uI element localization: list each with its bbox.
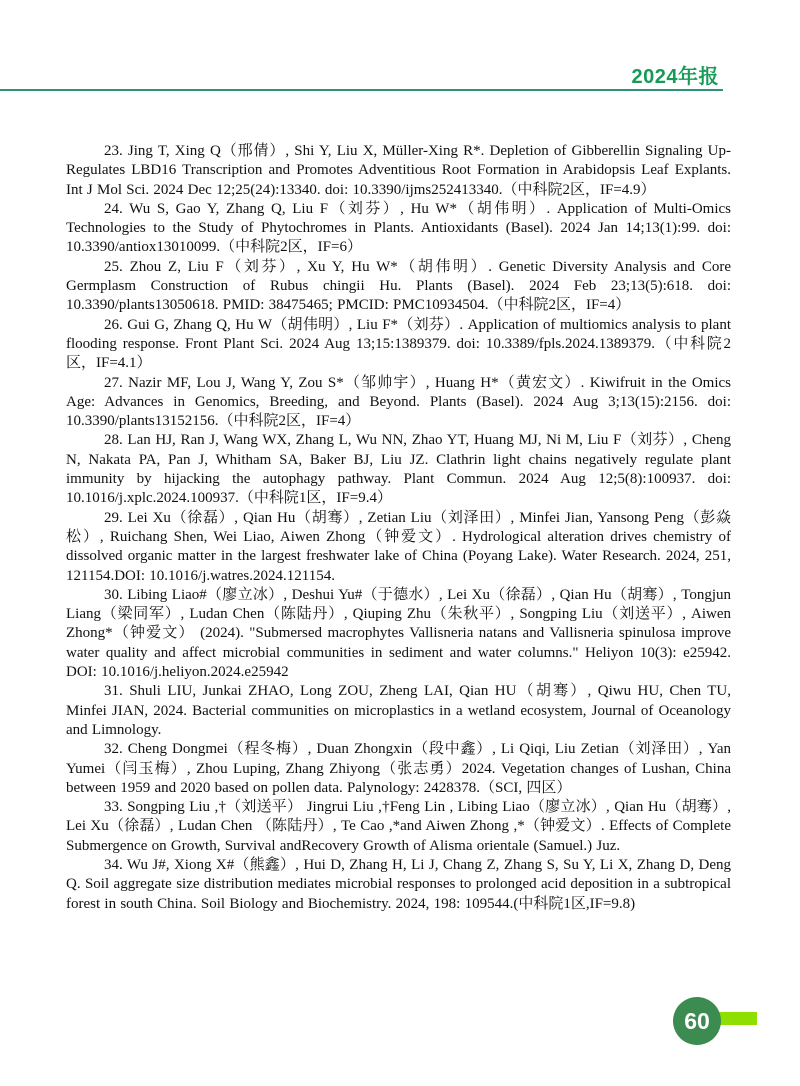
publication-entry-23: 23. Jing T, Xing Q（邢倩）, Shi Y, Liu X, Müller-Xing R*. Depletion of Gibberellin Signaling Up-Regulates LBD16 Transcription and Promotes Adventitious Root Formation in Arabidopsis Leaf Explants. Int J Mol Sci. 2024 Dec 12;25(24):13340. doi: 10.3390/ijms252413340.（中科院2区，IF=4.9）: [66, 143, 731, 198]
publication-entry-28: 28. Lan HJ, Ran J, Wang WX, Zhang L, Wu NN, Zhao YT, Huang MJ, Ni M, Liu F（刘芬）, Cheng N, Nakata PA, Pan J, Whitham SA, Baker BJ, Liu JZ. Clathrin light chains negatively regulate plant immunity by hijacking the autophagy pathway. Plant Commun. 2024 Aug 12;5(8):100937. doi: 10.1016/j.xplc.2024.100937.（中科院1区，IF=9.4）: [66, 432, 731, 507]
publication-list: [66, 142, 731, 914]
publication-entry-32: 32. Cheng Dongmei（程冬梅）, Duan Zhongxin（段中鑫）, Li Qiqi, Liu Zetian（刘泽田）, Yan Yumei（闫玉梅）, Zhou Luping, Zhang Zhiyong（张志勇）2024. Vegetation changes of Lushan, China between 1959 and 2020 based on pollen data. Palynology: 2428378.（SCI, 四区）: [66, 741, 731, 796]
report-year-label: 2024年报: [631, 66, 719, 88]
publication-entry-24: 24. Wu S, Gao Y, Zhang Q, Liu F（刘芬）, Hu W*（胡伟明）. Application of Multi-Omics Technologies to the Study of Phytochromes in Plants. Antioxidants (Basel). 2024 Jan 14;13(1):99. doi: 10.3390/antiox13010099.（中科院2区，IF=6）: [66, 200, 731, 256]
publication-entry-25: 25. Zhou Z, Liu F（刘芬）, Xu Y, Hu W*（胡伟明）. Genetic Diversity Analysis and Core Germplasm Construction of Rubus chingii Hu. Plants (Basel). 2024 Feb 23;13(5):618. doi: 10.3390/plants13050618. PMID: 38475465; PMCID: PMC10934504.（中科院2区，IF=4）: [66, 258, 731, 314]
publication-entry-33: 33. Songping Liu ,†（刘送平） Jingrui Liu ,†Feng Lin , Libing Liao（廖立冰）, Qian Hu（胡骞）, Lei Xu（徐磊）, Ludan Chen （陈陆丹）, Te Cao ,*and Aiwen Zhong ,*（钟爱文）. Effects of Complete Submergence on Growth, Survival andRecovery Growth of Alisma orientale (Samuel.) Juz.: [66, 799, 731, 854]
page-number-badge: [673, 997, 721, 1045]
publication-entry-29: 29. Lei Xu（徐磊）, Qian Hu（胡骞）, Zetian Liu（刘泽田）, Minfei Jian, Yansong Peng（彭焱松）, Ruichang Shen, Wei Liao, Aiwen Zhong（钟爱文）. Hydrological alteration drives chemistry of dissolved organic matter in the largest freshwater lake of China (Poyang Lake). Water Research. 2024, 251, 121154.DOI: 10.1016/j.watres.2024.121154.: [66, 509, 731, 584]
publication-entry-26: 26. Gui G, Zhang Q, Hu W（胡伟明）, Liu F*（刘芬）. Application of multiomics analysis to plant flooding response. Front Plant Sci. 2024 Aug 13;15:1389379. doi: 10.3389/fpls.2024.1389379.（中科院2区，IF=4.1）: [66, 316, 731, 372]
header-divider: [0, 89, 723, 91]
publication-entry-27: 27. Nazir MF, Lou J, Wang Y, Zou S*（邹帅宇）, Huang H*（黄宏文）. Kiwifruit in the Omics Age: Advances in Genomics, Breeding, and Beyond. Plants (Basel). 2024 Aug 3;13(15):2156. doi: 10.3390/plants13152156.（中科院2区，IF=4）: [66, 374, 731, 430]
publication-entry-30: 30. Libing Liao#（廖立冰）, Deshui Yu#（于德水）, Lei Xu（徐磊）, Qian Hu（胡骞）, Tongjun Liang（梁同军）, Ludan Chen（陈陆丹）, Qiuping Zhu（朱秋平）, Songping Liu（刘送平）, Aiwen Zhong*（钟爱文） (2024). "Submersed macrophytes Vallisneria natans and Vallisneria spinulosa improve water quality and affect microbial communities in sediment and water columns." Heliyon 10(3): e25942. DOI: 10.1016/j.heliyon.2024.e25942: [66, 586, 731, 681]
page-number: 60: [684, 1007, 710, 1034]
publication-entry-34: 34. Wu J#, Xiong X#（熊鑫）, Hui D, Zhang H, Li J, Chang Z, Zhang S, Su Y, Li X, Zhang D, Deng Q. Soil aggregate size distribution mediates microbial responses to prolonged acid deposition in a subtropical forest in south China. Soil Biology and Biochemistry. 2024, 198: 109544.(中科院1区,IF=9.8): [66, 856, 731, 912]
publication-entry-31: 31. Shuli LIU, Junkai ZHAO, Long ZOU, Zheng LAI, Qian HU（胡骞）, Qiwu HU, Chen TU, Minfei JIAN, 2024. Bacterial communities on microplastics in a wetland ecosystem, Journal of Oceanology and Limnology.: [66, 683, 731, 738]
